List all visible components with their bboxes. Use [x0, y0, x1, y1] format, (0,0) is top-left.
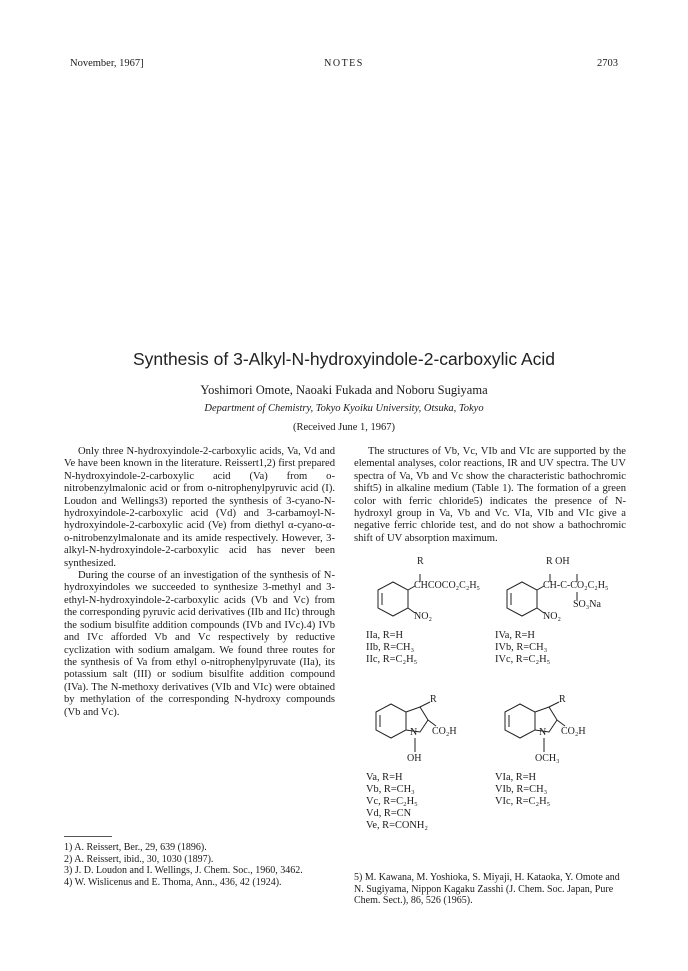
acid-label: CO₂H	[432, 726, 457, 737]
footnote: 2) A. Reissert, ibid., 30, 1030 (1897).	[64, 853, 214, 865]
compound-series-IV	[495, 630, 550, 666]
compound-series-VI	[495, 772, 550, 808]
series-item: IIc, R=C₂H₅	[366, 654, 418, 665]
series-item: VIc, R=C₂H₅	[495, 796, 551, 807]
side-chain-label: CH-C-CO₂C₂H₅	[543, 580, 609, 591]
series-item: IVa, R=H	[495, 630, 535, 641]
article-title: Synthesis of 3-Alkyl-N-hydroxyindole-2-carboxylic Acid	[132, 349, 556, 369]
structure-IV	[495, 556, 635, 680]
series-item: Vb, R=CH₃	[366, 784, 415, 795]
structure-V	[362, 690, 502, 840]
series-item: Ve, R=CONH₂	[366, 820, 429, 831]
footnote: 3) J. D. Loudon and I. Wellings, J. Chem. Soc., 1960, 3462.	[64, 865, 303, 877]
right-column	[354, 446, 626, 545]
series-item: IVc, R=C₂H₅	[495, 654, 551, 665]
footnote: 4) W. Wislicenus and E. Thoma, Ann., 436, 42 (1924).	[64, 876, 282, 888]
series-item: Va, R=H	[366, 772, 403, 783]
compound-series-II	[366, 630, 417, 666]
paragraph: The structures of Vb, Vc, VIb and VIc are supported by the elemental analyses, color reactions, IR and UV spectra. The UV spectra of Va, Vb and Vc show the characteristic bathochromic shift5) in alkaline medium (Table 1). The formation of a green color with ferric chloride5) indicates the presence of N-hydroxyl group in Va, Vb and Vc. VIa, VIb and VIc give a negative ferric chloride test, and do not show a bathochromic shift of UV absorption maximum.	[354, 446, 626, 544]
r-label: R	[417, 556, 424, 567]
r-oh-label: R OH	[546, 556, 570, 567]
r-label: R	[430, 694, 437, 705]
left-column	[64, 446, 335, 719]
series-item: VIb, R=CH₃	[495, 784, 548, 795]
nitro-label: NO₂	[543, 611, 561, 622]
series-item: IVb, R=CH₃	[495, 642, 548, 653]
received-date: (Received June 1, 1967)	[292, 422, 396, 433]
structure-II	[362, 556, 502, 680]
footnote-divider	[64, 836, 112, 837]
series-item: Vc, R=C₂H₅	[366, 796, 418, 807]
series-item: IIb, R=CH₃	[366, 642, 415, 653]
structure-VI	[495, 690, 635, 820]
r-label: R	[559, 694, 566, 705]
series-item: VIa, R=H	[495, 772, 537, 783]
paragraph: Only three N-hydroxyindole-2-carboxylic acids, Va, Vd and Ve have been known in the literature. Reissert1,2) first prepared N-hydroxyindole-2-carboxylic acid (Va) from o-nitrobenzylmalonic acid or from o-nitrophenylpyruvic acid (I). Loudon and Wellings3) reported the synthesis of 3-cyano-N-hydroxyindole-2-carboxylic acid (Vd) and 3-carbamoyl-N-hydroxyindole-2-carboxylic acid (Ve) from diethyl α-cyano-α-o-nitrobenzylmalonate and its amide respectively. However, 3-alkyl-N-hydroxyindole-2-carboxylic acid has never been synthesized.	[64, 446, 335, 569]
header-section: NOTES	[324, 58, 364, 69]
header-page-number: 2703	[597, 58, 618, 69]
nitrogen-label: N	[539, 727, 547, 738]
sulfonate-label: SO₃Na	[573, 599, 601, 610]
acid-label: CO₂H	[561, 726, 586, 737]
footnote: 5) M. Kawana, M. Yoshioka, S. Miyaji, H. Kataoka, Y. Omote and N. Sugiyama, Nippon Kagaku Zasshi (J. Chem. Soc. Japan, Pure Chem. Sect.), 86, 526 (1965).	[354, 872, 620, 907]
article-authors: Yoshimori Omote, Naoaki Fukada and Noboru Sugiyama	[200, 383, 488, 397]
footnotes-right	[354, 872, 626, 907]
header-date: November, 1967]	[70, 58, 144, 69]
paragraph: During the course of an investigation of the synthesis of N-hydroxyindoles we succeeded to synthesize 3-methyl and 3-ethyl-N-hydroxyindole-2-carboxylic acids (Vb and Vc) from the corresponding pyruvic acid derivatives (IIb and IIc) through the sodium bisulfite addition compounds (IVb and IVc).4) IVb and IVc afforded Vb and Vc respectively by reductive cyclization with sodium amalgam. We found three routes for the synthesis of Va from ethyl o-nitrophenylpyruvate (IIa), its potassium salt (III) or sodium bisulfite addition compound (IVa). The N-methoxy derivatives (VIb and VIc) were obtained by methylation of the corresponding N-hydroxy compounds (Vb and Vc).	[64, 570, 335, 718]
nitrogen-label: N	[410, 727, 418, 738]
footnotes-left	[64, 842, 335, 888]
article-affiliation: Department of Chemistry, Tokyo Kyoiku University, Otsuka, Tokyo	[204, 403, 484, 414]
side-chain-label: CHCOCO₂C₂H₅	[414, 580, 481, 591]
nitro-label: NO₂	[414, 611, 432, 622]
n-substituent-label: OCH₃	[535, 753, 560, 764]
compound-series-V	[366, 772, 428, 832]
series-item: Vd, R=CN	[366, 808, 412, 819]
footnote: 1) A. Reissert, Ber., 29, 639 (1896).	[64, 842, 207, 853]
n-substituent-label: OH	[407, 753, 422, 764]
series-item: IIa, R=H	[366, 630, 404, 641]
